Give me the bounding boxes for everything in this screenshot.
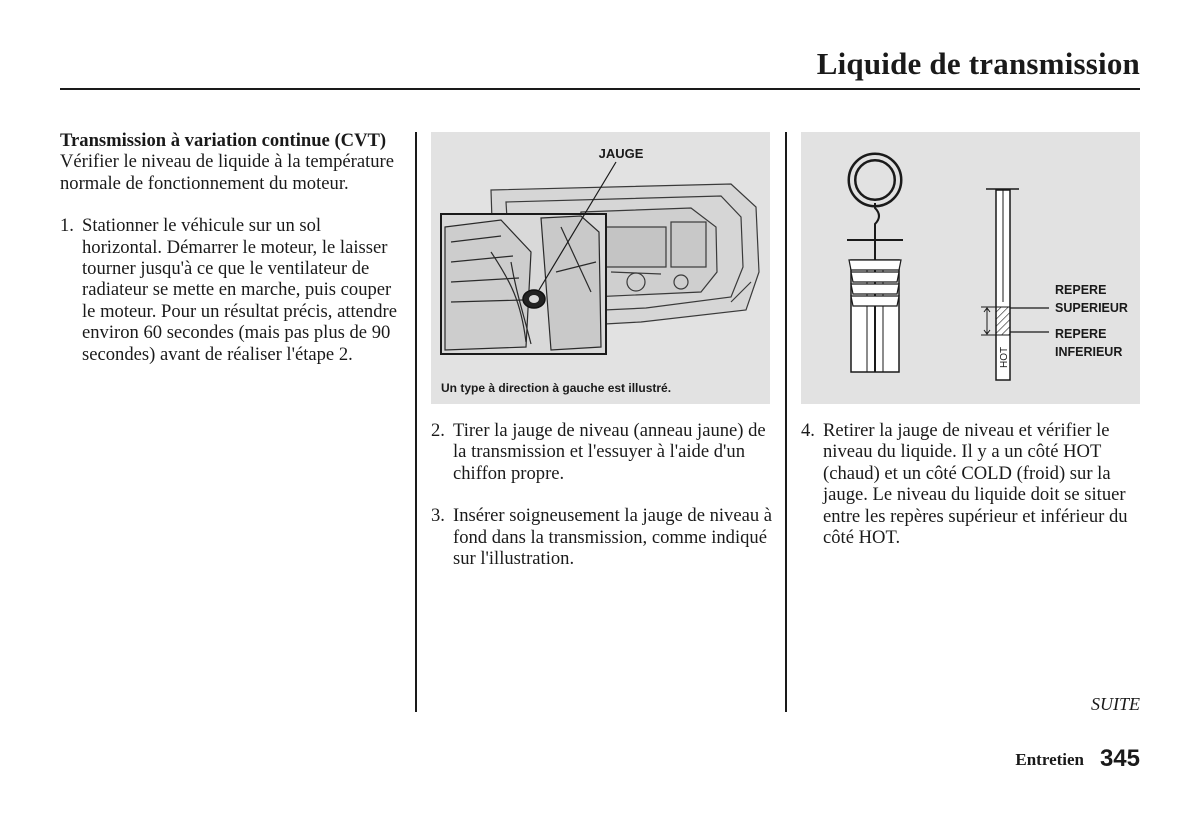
lower-mark-label-line2: INFERIEUR [1055, 345, 1123, 359]
step-2-number: 2. [431, 420, 445, 441]
engine-bay-illustration [431, 132, 770, 404]
title-rule [60, 88, 1140, 90]
column-divider-right [785, 132, 787, 712]
intro-text: Vérifier le niveau de liquide à la température normale de fonctionnement du moteur. [60, 151, 395, 194]
upper-mark-label-line1: REPERE [1055, 283, 1107, 297]
page-title: Liquide de transmission [816, 46, 1140, 81]
dipstick-illustration [801, 132, 1140, 404]
step-3 [431, 505, 776, 569]
step-4 [801, 420, 1146, 548]
step-1-number: 1. [60, 215, 74, 237]
step-4-number: 4. [801, 420, 815, 441]
page-number: 345 [1099, 745, 1140, 772]
column-1 [60, 130, 405, 365]
step-1 [60, 215, 405, 365]
hot-label: HOT [999, 346, 1010, 368]
column-2 [431, 420, 776, 569]
step-3-text: Insérer soigneusement la jauge de niveau à fond dans la transmission, comme indiqué sur l'illustration. [453, 505, 773, 570]
step-2 [431, 420, 776, 484]
step-4-text: Retirer la jauge de niveau et vérifier le niveau du liquide. Il y a un côté HOT (chaud) et un côté COLD (froid) sur la jauge. Le niveau du liquide doit se situer entre les repères supérieur et inférieur du côté HOT. [823, 420, 1128, 549]
jauge-label: JAUGE [598, 146, 644, 161]
column-divider-left [415, 132, 417, 712]
figure-1-caption: Un type à direction à gauche est illustré. [441, 381, 672, 395]
column-3 [801, 420, 1146, 548]
step-1-text: Stationner le véhicule sur un sol horizontal. Démarrer le moteur, le laisser tourner jusqu'à ce que le ventilateur de radiateur se mette en marche, puis couper le moteur. Pour un résultat précis, attendre environ 60 secondes (mais pas plus de 90 secondes) avant de réaliser l'étape 2. [82, 215, 397, 365]
dipstick-figure [801, 132, 1140, 404]
continued-label: SUITE [1091, 694, 1140, 714]
upper-mark-label-line2: SUPERIEUR [1055, 301, 1128, 315]
step-3-number: 3. [431, 505, 445, 527]
engine-bay-figure [431, 132, 770, 404]
footer-section-name: Entretien [1015, 750, 1084, 769]
section-heading: Transmission à variation continue (CVT) [60, 130, 387, 151]
lower-mark-label-line1: REPERE [1055, 327, 1107, 341]
step-2-text: Tirer la jauge de niveau (anneau jaune) de la transmission et l'essuyer à l'aide d'un chiffon propre. [453, 420, 766, 484]
